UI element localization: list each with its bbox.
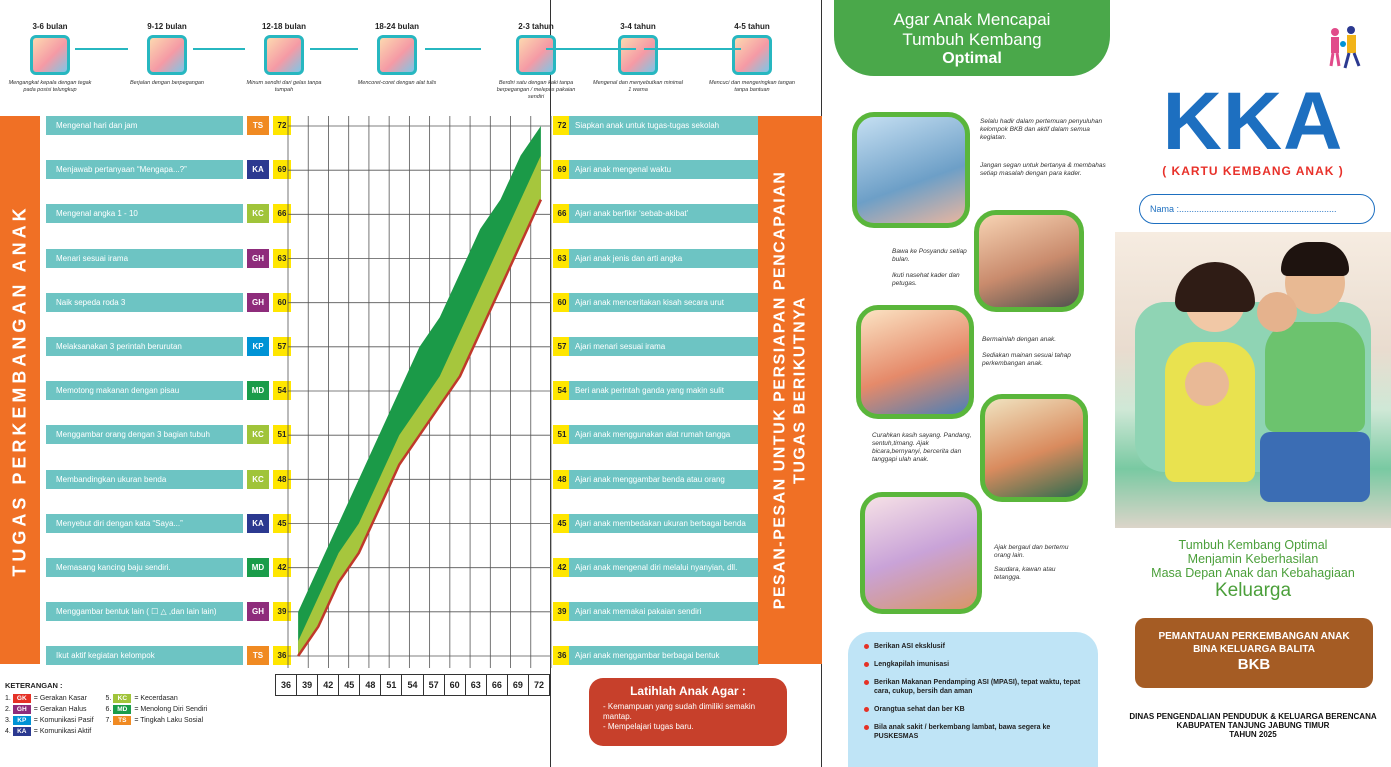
legend-text: = Komunikasi Pasif	[33, 717, 94, 724]
slogan-line: Menjamin Keberhasilan	[1187, 552, 1319, 566]
cover-subtitle: ( KARTU KEMBANG ANAK )	[1162, 164, 1344, 178]
legend-code: MD	[113, 705, 131, 714]
x-tick-label: 39	[297, 675, 318, 695]
stage-caption: Mencoret-coret dengan alat tulis	[357, 80, 437, 86]
messages-panel	[496, 0, 822, 767]
timeline-arrow	[546, 48, 636, 50]
program-line: BKB	[1237, 656, 1271, 673]
legend-item	[5, 693, 94, 704]
legend-item	[5, 715, 94, 726]
task-code-badge: GH	[247, 602, 269, 621]
legend-code: KP	[13, 716, 31, 725]
name-dots: ...............................................................	[1179, 204, 1337, 214]
legend-item	[5, 704, 94, 715]
task-age-number: 42	[273, 558, 291, 577]
tip-text: Bawa ke Posyandu setiap bulan.	[892, 248, 967, 263]
tips-title-2: Tumbuh Kembang	[902, 30, 1042, 49]
message-row: Ajari anak mengenal waktu	[569, 160, 759, 179]
message-row: Ajari anak memakai pakaian sendiri	[569, 602, 759, 621]
task-row: Menari sesuai irama	[46, 249, 243, 268]
stage-age: 4-5 tahun	[734, 22, 770, 31]
x-tick-label: 36	[276, 675, 297, 695]
task-row: Mengenal angka 1 - 10	[46, 204, 243, 223]
tip-text: Jangan segan untuk bertanya & membahas setiap masalah dengan para kader.	[980, 162, 1106, 177]
legend-item	[106, 693, 208, 704]
photo-playing	[856, 305, 974, 419]
right-title-1: PESAN-PESAN UNTUK PERSIAPAN PENCAPAIAN	[771, 170, 789, 610]
stage-photo	[516, 35, 556, 75]
task-code-badge: KA	[247, 160, 269, 179]
task-age-number: 57	[273, 337, 291, 356]
legend-num: 6.	[105, 706, 112, 713]
task-age-number: 51	[273, 425, 291, 444]
message-row: Ajari anak menceritakan kisah secara urut	[569, 293, 759, 312]
x-tick-label: 48	[360, 675, 381, 695]
cover-slogan	[1115, 538, 1391, 602]
slogan-line: Keluarga	[1214, 580, 1292, 601]
x-tick-label: 72	[529, 675, 550, 695]
health-bullets	[848, 632, 1098, 767]
tip-text: Ikuti nasehat kader dan petugas.	[892, 272, 960, 287]
task-row: Memotong makanan dengan pisau	[46, 381, 243, 400]
timeline-arrow	[425, 48, 481, 50]
slogan-line: Masa Depan Anak dan Kebahagiaan	[1151, 566, 1355, 580]
legend-item	[5, 726, 94, 737]
x-tick-label: 51	[381, 675, 402, 695]
stage-item	[593, 0, 683, 94]
message-age-number: 60	[553, 293, 571, 312]
message-age-number: 39	[553, 602, 571, 621]
message-age-number: 72	[553, 116, 571, 135]
task-row: Membandingkan ukuran benda	[46, 470, 243, 489]
message-age-number: 45	[553, 514, 571, 533]
stage-photo	[264, 35, 304, 75]
health-bullet: Lengkapilah imunisasi	[862, 660, 1084, 669]
stage-age: 3-6 bulan	[32, 22, 68, 31]
health-bullet: Bila anak sakit / berkembang lambat, bawa segera ke PUSKESMAS	[862, 723, 1084, 741]
legend-text: = Tingkah Laku Sosial	[134, 717, 204, 724]
photo-affection	[980, 394, 1088, 502]
legend-text: = Gerakan Kasar	[33, 695, 87, 702]
stage-age: 2-3 tahun	[518, 22, 554, 31]
task-code-badge: MD	[247, 381, 269, 400]
x-tick-label: 45	[339, 675, 360, 695]
stage-photo	[732, 35, 772, 75]
task-row: Memasang kancing baju sendiri.	[46, 558, 243, 577]
name-label: Nama :	[1150, 204, 1180, 214]
health-bullet: Orangtua sehat dan ber KB	[862, 705, 1084, 714]
cover-family-illustration	[1115, 232, 1391, 528]
task-code-badge: KC	[247, 204, 269, 223]
legend-title: KETERANGAN :	[5, 681, 63, 690]
message-age-number: 42	[553, 558, 571, 577]
message-age-number: 36	[553, 646, 571, 665]
cover-panel	[1115, 0, 1391, 767]
message-age-number: 48	[553, 470, 571, 489]
program-box	[1135, 618, 1373, 688]
tip-text: Sediakan mainan sesuai tahap perkembangan anak.	[982, 352, 1071, 367]
health-bullet: Berikan Makanan Pendamping ASI (MPASI), tepat waktu, tepat cara, cukup, bersih dan aman	[862, 678, 1084, 696]
message-age-number: 66	[553, 204, 571, 223]
stage-item	[239, 0, 329, 94]
x-tick-label: 57	[424, 675, 445, 695]
stage-item	[707, 0, 797, 94]
task-age-number: 69	[273, 160, 291, 179]
tips-header	[834, 0, 1110, 76]
message-row: Siapkan anak untuk tugas-tugas sekolah	[569, 116, 759, 135]
stage-caption: Berdiri satu dengan kaki tanpa berpegangan / melepas pakaian sendiri	[496, 80, 576, 100]
tips-title-1: Agar Anak Mencapai	[893, 10, 1051, 29]
growth-chart	[288, 116, 551, 668]
legend-item	[106, 715, 208, 726]
task-age-number: 66	[273, 204, 291, 223]
task-age-number: 72	[273, 116, 291, 135]
stage-age: 3-4 tahun	[620, 22, 656, 31]
legend-code: KA	[13, 727, 31, 736]
task-code-badge: KA	[247, 514, 269, 533]
task-row: Ikut aktif kegiatan kelompok	[46, 646, 243, 665]
stage-caption: Mengenal dan menyebutkan minimal 1 warna	[593, 80, 683, 93]
program-line: PEMANTAUAN PERKEMBANGAN ANAK	[1158, 631, 1350, 642]
tips-title-3: Optimal	[942, 50, 1002, 67]
photo-posyandu	[974, 210, 1084, 312]
tip-text: Selalu hadir dalam pertemuan penyuluhan kelompok BKB dan aktif dalam semua kegiatan.	[980, 118, 1103, 141]
stage-age: 9-12 bulan	[147, 22, 187, 31]
legend-num: 3.	[5, 717, 11, 724]
stage-photo	[377, 35, 417, 75]
timeline-arrow	[310, 48, 358, 50]
message-age-number: 51	[553, 425, 571, 444]
legend-item	[106, 704, 208, 715]
tip-text: Bermainlah dengan anak.	[982, 336, 1057, 343]
task-row: Menggambar orang dengan 3 bagian tubuh	[46, 425, 243, 444]
legend	[5, 681, 275, 737]
timeline-arrow	[75, 48, 128, 50]
message-row: Ajari anak menggambar benda atau orang	[569, 470, 759, 489]
stage-photo	[147, 35, 187, 75]
x-tick-label: 66	[487, 675, 508, 695]
latih-title: Latihlah Anak Agar :	[630, 684, 746, 698]
task-code-badge: KC	[247, 425, 269, 444]
stage-photo	[30, 35, 70, 75]
legend-num: 7.	[105, 717, 112, 724]
cover-title: KKA	[1162, 76, 1344, 167]
message-row: Ajari anak menggunakan alat rumah tangga	[569, 425, 759, 444]
task-row: Menyebut diri dengan kata “Saya...”	[46, 514, 243, 533]
task-row: Mengenal hari dan jam	[46, 116, 243, 135]
stage-caption: Mencuci dan mengeringkan tangan tanpa bantuan	[709, 80, 795, 93]
latih-box	[589, 678, 787, 746]
stage-item	[352, 0, 442, 87]
message-row: Ajari anak menggambar berbagai bentuk	[569, 646, 759, 665]
x-tick-label: 69	[508, 675, 529, 695]
stage-caption: Minum sendiri dari gelas tanpa tumpah	[246, 80, 322, 93]
legend-code: GK	[13, 694, 31, 703]
message-row: Ajari anak mengenal diri melalui nyanyian, dll.	[569, 558, 759, 577]
latih-item: - Mempelajari tugas baru.	[603, 722, 694, 731]
legend-text: = Komunikasi Aktif	[33, 728, 92, 735]
legend-text: = Kecerdasan	[134, 695, 178, 702]
latih-item: - Kemampuan yang sudah dimiliki semakin mantap.	[603, 702, 756, 721]
task-age-number: 36	[273, 646, 291, 665]
message-row: Ajari anak membedakan ukuran berbagai benda	[569, 514, 759, 533]
tip-text: Saudara, kawan atau tetangga.	[994, 566, 1056, 581]
message-age-number: 69	[553, 160, 571, 179]
footer-line: TAHUN 2025	[1229, 730, 1277, 739]
program-line: BINA KELUARGA BALITA	[1193, 644, 1315, 655]
legend-code: KC	[113, 694, 131, 703]
legend-num: 5.	[105, 695, 112, 702]
tip-text: Curahkan kasih sayang. Pandang, sentuh,timang. Ajak bicara,bernyanyi, bercerita dan tanggapi ulah anak.	[872, 432, 972, 463]
task-row: Menggambar bentuk lain ( ☐ △ ,dan lain lain)	[46, 602, 243, 621]
tip-text: Ajak bergaul dan bertemu orang lain.	[994, 544, 1069, 559]
legend-text: = Menolong Diri Sendiri	[134, 706, 208, 713]
task-age-number: 60	[273, 293, 291, 312]
stage-caption: Mengangkat kepala dengan tegak pada posisi telungkup	[8, 80, 92, 93]
message-row: Ajari anak berfikir ‘sebab-akibat’	[569, 204, 759, 223]
message-age-number: 54	[553, 381, 571, 400]
task-code-badge: TS	[247, 646, 269, 665]
task-age-number: 54	[273, 381, 291, 400]
right-title-bar	[758, 116, 822, 664]
message-age-number: 63	[553, 249, 571, 268]
legend-num: 1.	[5, 695, 11, 702]
x-axis-labels	[275, 674, 551, 696]
timeline-arrow	[193, 48, 245, 50]
message-row: Beri anak perintah ganda yang makin sulit	[569, 381, 759, 400]
x-tick-label: 42	[318, 675, 339, 695]
task-code-badge: KC	[247, 470, 269, 489]
message-age-number: 57	[553, 337, 571, 356]
legend-num: 2.	[5, 706, 11, 713]
task-age-number: 45	[273, 514, 291, 533]
task-age-number: 39	[273, 602, 291, 621]
stage-item	[122, 0, 212, 87]
task-age-number: 48	[273, 470, 291, 489]
timeline-arrow	[644, 48, 741, 50]
task-code-badge: KP	[247, 337, 269, 356]
task-row: Menjawab pertanyaan “Mengapa...?”	[46, 160, 243, 179]
name-field[interactable]	[1139, 194, 1375, 224]
health-bullet: Berikan ASI eksklusif	[862, 642, 1084, 651]
message-row: Ajari menari sesuai irama	[569, 337, 759, 356]
legend-code: GH	[13, 705, 31, 714]
x-tick-label: 54	[402, 675, 423, 695]
task-code-badge: TS	[247, 116, 269, 135]
tips-panel	[822, 0, 1115, 767]
task-code-badge: MD	[247, 558, 269, 577]
family-logo-icon	[1325, 24, 1365, 74]
stage-age: 18-24 bulan	[374, 22, 419, 31]
task-age-number: 63	[273, 249, 291, 268]
legend-code: TS	[113, 716, 131, 725]
footer-line: KABUPATEN TANJUNG JABUNG TIMUR	[1176, 721, 1330, 730]
legend-text: = Gerakan Halus	[33, 706, 87, 713]
cover-footer	[1115, 712, 1391, 739]
stage-item	[491, 0, 581, 101]
footer-line: DINAS PENGENDALIAN PENDUDUK & KELUARGA BERENCANA	[1129, 712, 1377, 721]
x-tick-label: 63	[466, 675, 487, 695]
slogan-line: Tumbuh Kembang Optimal	[1178, 538, 1328, 552]
photo-socializing	[860, 492, 982, 614]
task-code-badge: GH	[247, 249, 269, 268]
left-title-bar	[0, 116, 40, 664]
task-row: Melaksanakan 3 perintah berurutan	[46, 337, 243, 356]
stage-photo	[618, 35, 658, 75]
stage-age: 12-18 bulan	[261, 22, 306, 31]
development-chart-panel	[0, 0, 551, 767]
x-tick-label: 60	[445, 675, 466, 695]
stage-item	[5, 0, 95, 94]
right-title-2: TUGAS BERIKUTNYA	[791, 296, 809, 484]
task-row: Naik sepeda roda 3	[46, 293, 243, 312]
left-title: TUGAS PERKEMBANGAN ANAK	[9, 203, 30, 577]
message-row: Ajari anak jenis dan arti angka	[569, 249, 759, 268]
legend-num: 4.	[5, 728, 11, 735]
task-code-badge: GH	[247, 293, 269, 312]
stage-caption: Berjalan dengan berpegangan	[129, 80, 204, 86]
photo-mother-child	[852, 112, 970, 228]
